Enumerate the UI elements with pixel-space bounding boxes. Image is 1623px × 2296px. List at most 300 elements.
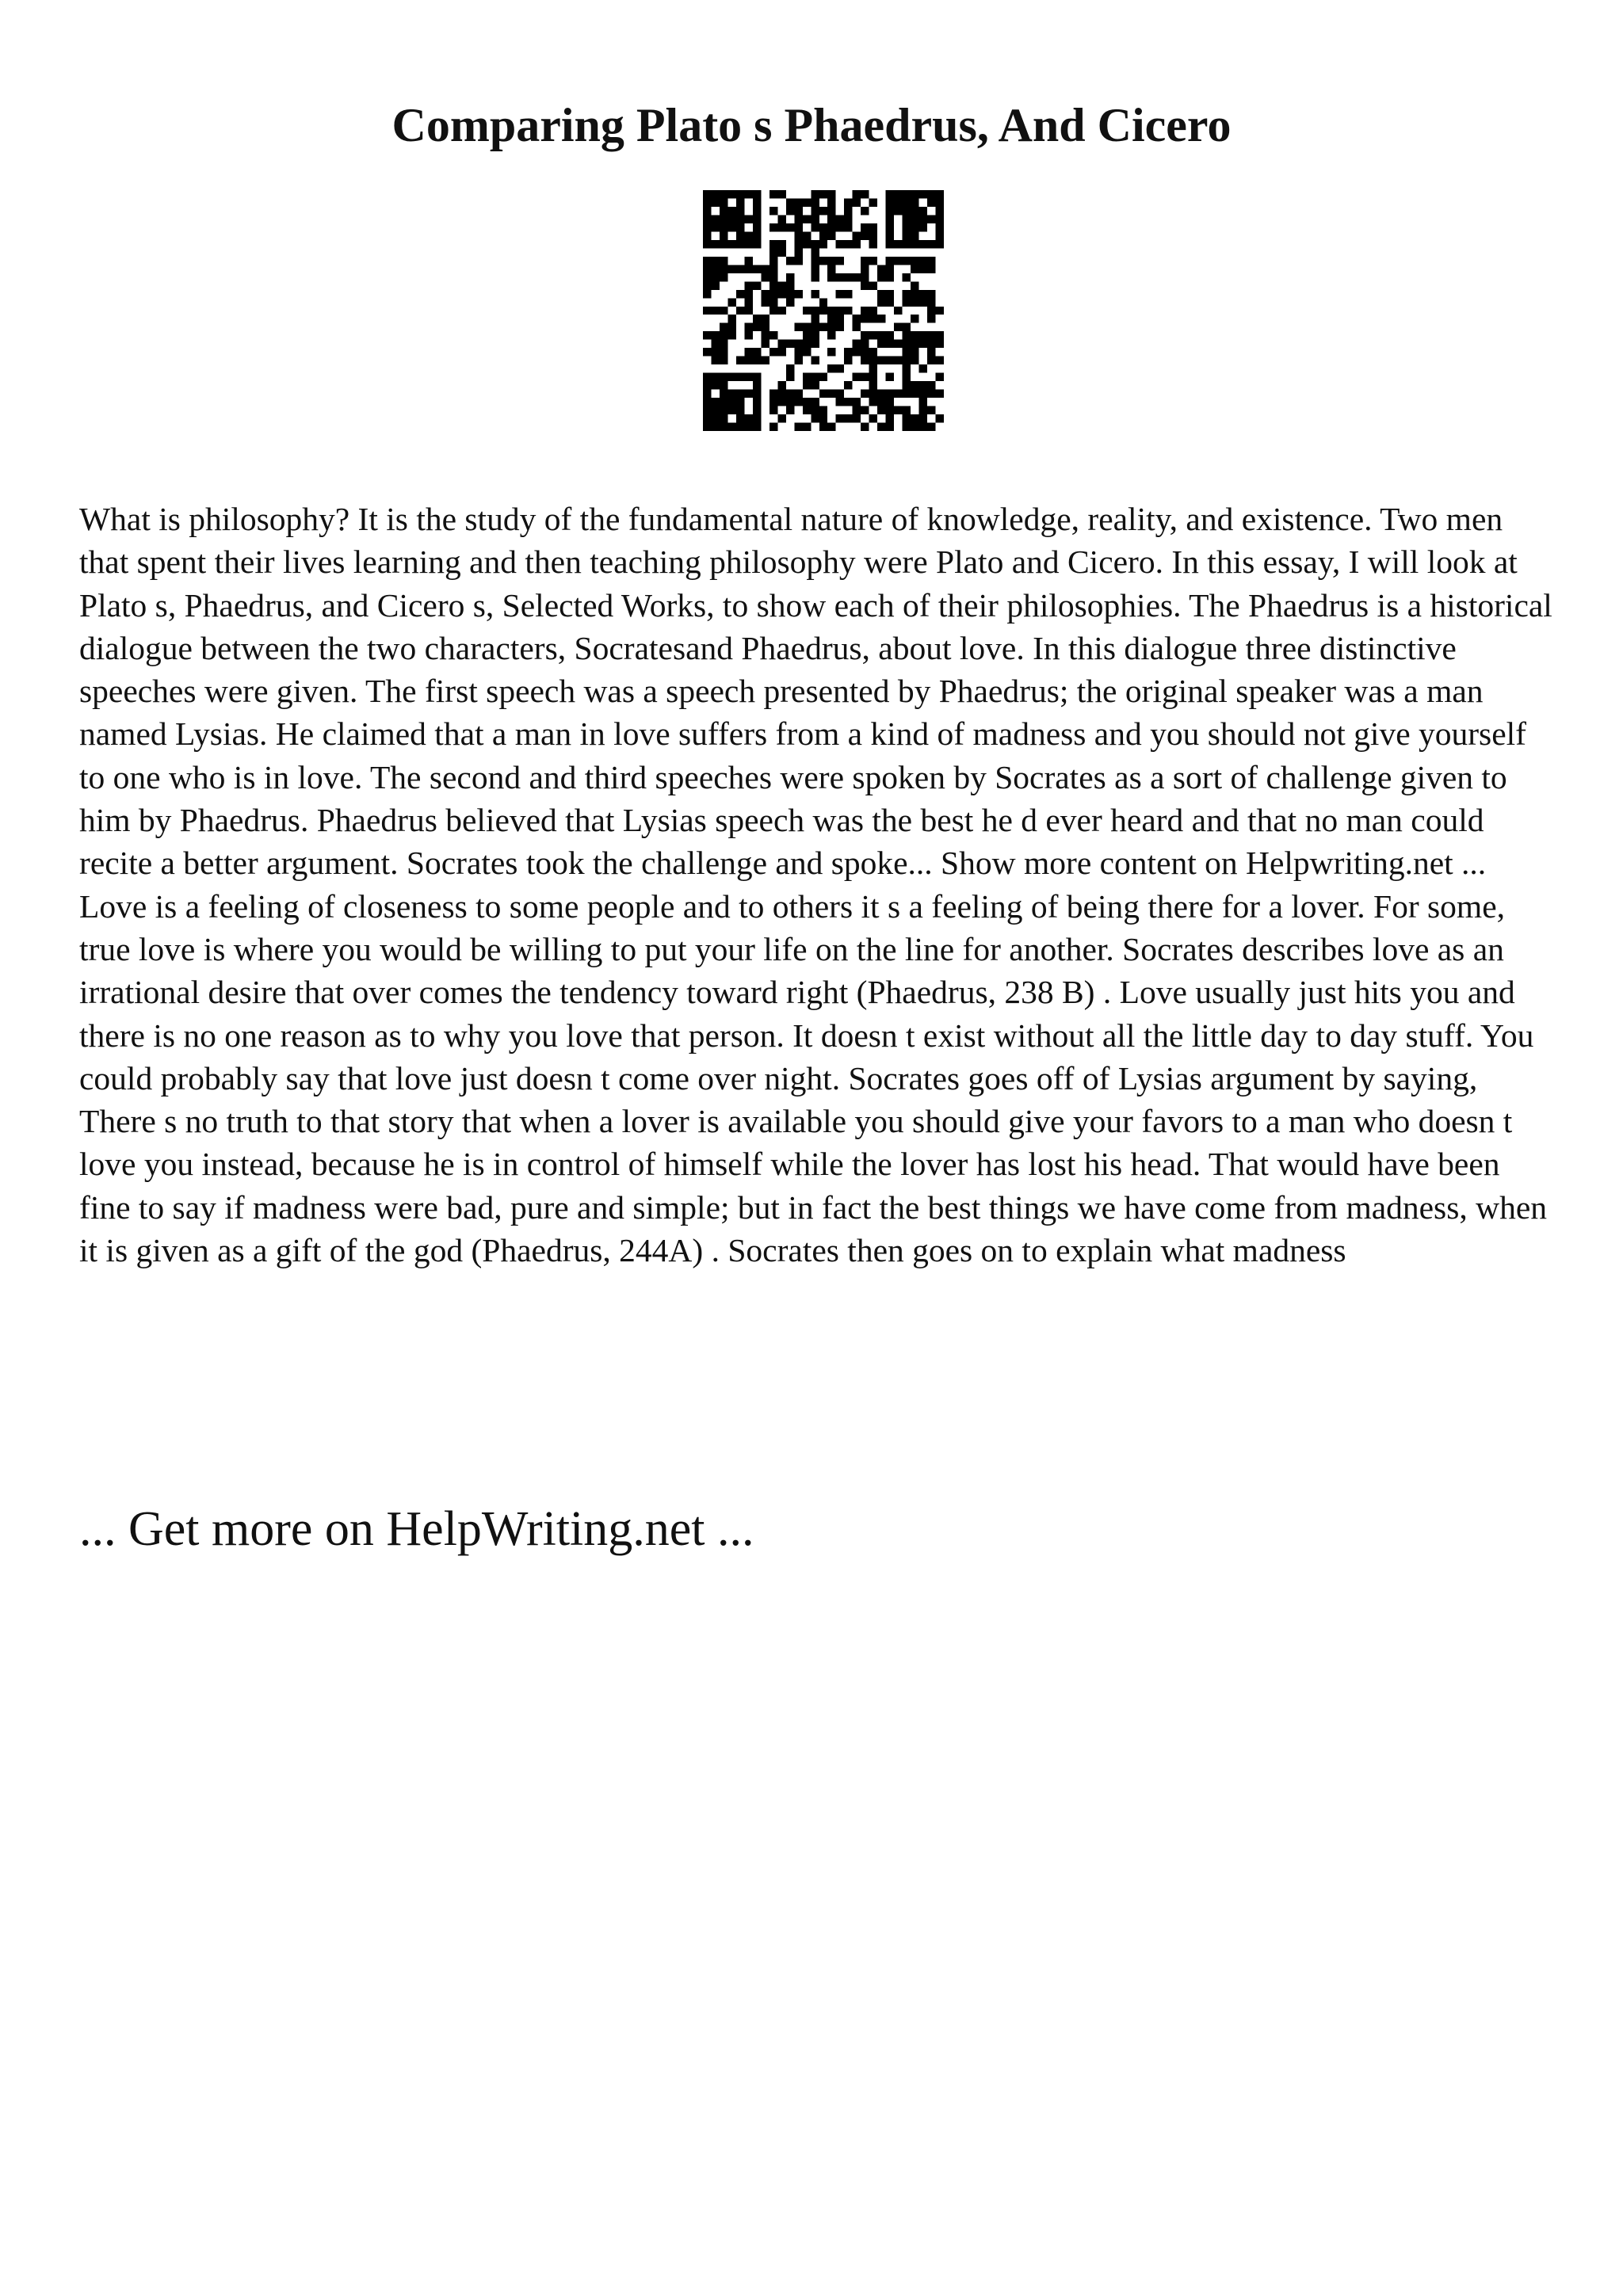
qr-module — [753, 423, 761, 431]
qr-module — [769, 423, 777, 431]
qr-module — [861, 331, 869, 339]
qr-module — [736, 357, 744, 364]
qr-module — [753, 198, 761, 206]
qr-module — [727, 207, 735, 215]
qr-module — [761, 331, 769, 339]
qr-module — [711, 307, 719, 315]
qr-module — [720, 373, 727, 381]
qr-module — [720, 257, 727, 265]
qr-module — [703, 398, 711, 406]
qr-module — [911, 414, 918, 422]
qr-module — [919, 390, 927, 398]
qr-module — [936, 190, 944, 198]
qr-module — [877, 298, 885, 306]
qr-module — [803, 373, 811, 381]
qr-module — [720, 331, 727, 339]
qr-module — [927, 381, 935, 389]
qr-module — [744, 423, 752, 431]
qr-module — [753, 398, 761, 406]
qr-module — [753, 315, 761, 322]
qr-module — [886, 215, 894, 223]
qr-module — [720, 198, 727, 206]
qr-module — [886, 223, 894, 231]
qr-module — [911, 381, 918, 389]
qr-module — [753, 240, 761, 248]
qr-module — [861, 223, 869, 231]
qr-module — [861, 207, 869, 215]
qr-module — [711, 348, 719, 356]
qr-module — [777, 190, 785, 198]
qr-module — [827, 231, 835, 239]
qr-module — [853, 198, 861, 206]
qr-module — [777, 398, 785, 406]
qr-module — [769, 406, 777, 414]
qr-module — [861, 273, 869, 281]
qr-module — [753, 231, 761, 239]
qr-module — [727, 215, 735, 223]
qr-module — [894, 390, 902, 398]
qr-module — [819, 231, 827, 239]
qr-module — [903, 207, 911, 215]
qr-module — [903, 364, 911, 372]
qr-module — [853, 414, 861, 422]
qr-module — [836, 240, 844, 248]
qr-module — [777, 414, 785, 422]
qr-module — [703, 290, 711, 298]
qr-module — [819, 323, 827, 331]
qr-module — [736, 390, 744, 398]
qr-module — [744, 281, 752, 289]
qr-module — [844, 414, 852, 422]
qr-module — [919, 414, 927, 422]
qr-module — [869, 414, 877, 422]
qr-module — [744, 307, 752, 315]
qr-module — [927, 190, 935, 198]
qr-module — [744, 414, 752, 422]
qr-module — [861, 190, 869, 198]
qr-module — [727, 223, 735, 231]
qr-module — [903, 198, 911, 206]
qr-module — [936, 357, 944, 364]
qr-module — [720, 423, 727, 431]
qr-module — [903, 414, 911, 422]
qr-module — [886, 406, 894, 414]
qr-module — [777, 340, 785, 348]
qr-module — [886, 298, 894, 306]
qr-module — [877, 331, 885, 339]
qr-module — [811, 207, 819, 215]
qr-module — [753, 406, 761, 414]
qr-module — [927, 215, 935, 223]
qr-module — [786, 290, 794, 298]
qr-module — [720, 223, 727, 231]
qr-module — [703, 231, 711, 239]
qr-module — [794, 223, 802, 231]
qr-module — [819, 298, 827, 306]
qr-module — [727, 315, 735, 322]
qr-module — [794, 423, 802, 431]
qr-module — [711, 265, 719, 273]
qr-module — [711, 357, 719, 364]
qr-module — [919, 257, 927, 265]
qr-module — [819, 406, 827, 414]
qr-module — [844, 348, 852, 356]
qr-module — [811, 273, 819, 281]
qr-module — [861, 307, 869, 315]
qr-module — [811, 290, 819, 298]
qr-module — [736, 414, 744, 422]
document-title: Comparing Plato s Phaedrus, And Cicero — [391, 99, 1232, 151]
qr-module — [936, 215, 944, 223]
qr-module — [711, 381, 719, 389]
qr-module — [736, 406, 744, 414]
qr-module — [853, 398, 861, 406]
qr-module — [703, 423, 711, 431]
qr-module — [794, 198, 802, 206]
qr-module — [811, 215, 819, 223]
qr-module — [711, 331, 719, 339]
qr-module — [794, 390, 802, 398]
qr-module — [761, 265, 769, 273]
qr-module — [744, 215, 752, 223]
qr-module — [919, 265, 927, 273]
qr-module — [903, 323, 911, 331]
qr-module — [827, 331, 835, 339]
qr-module — [827, 273, 835, 281]
qr-module — [911, 357, 918, 364]
qr-module — [853, 273, 861, 281]
qr-module — [827, 307, 835, 315]
qr-module — [794, 357, 802, 364]
qr-module — [936, 390, 944, 398]
qr-module — [727, 298, 735, 306]
qr-module — [769, 398, 777, 406]
qr-module — [703, 215, 711, 223]
qr-module — [877, 273, 885, 281]
qr-module — [927, 357, 935, 364]
qr-module — [753, 190, 761, 198]
qr-module — [861, 265, 869, 273]
qr-module — [777, 240, 785, 248]
qr-module — [703, 373, 711, 381]
qr-module — [861, 423, 869, 431]
qr-module — [744, 331, 752, 339]
qr-module — [869, 257, 877, 265]
qr-module — [911, 240, 918, 248]
qr-module — [811, 381, 819, 389]
qr-module — [777, 348, 785, 356]
qr-module — [711, 257, 719, 265]
qr-module — [927, 331, 935, 339]
qr-module — [736, 373, 744, 381]
qr-module — [720, 414, 727, 422]
qr-module — [836, 290, 844, 298]
qr-module — [777, 281, 785, 289]
qr-module — [811, 357, 819, 364]
qr-module — [844, 290, 852, 298]
qr-module — [794, 340, 802, 348]
qr-module — [869, 231, 877, 239]
qr-module — [819, 257, 827, 265]
qr-module — [794, 257, 802, 265]
qr-module — [811, 257, 819, 265]
qr-module — [911, 207, 918, 215]
qr-module — [736, 265, 744, 273]
qr-module — [761, 290, 769, 298]
qr-module — [744, 231, 752, 239]
qr-module — [936, 240, 944, 248]
qr-module — [903, 240, 911, 248]
qr-module — [819, 223, 827, 231]
qr-module — [903, 331, 911, 339]
qr-module — [761, 357, 769, 364]
qr-module — [753, 223, 761, 231]
qr-module — [911, 331, 918, 339]
qr-module — [711, 198, 719, 206]
qr-module — [736, 240, 744, 248]
qr-module — [761, 340, 769, 348]
qr-module — [794, 290, 802, 298]
qr-module — [786, 298, 794, 306]
qr-module — [753, 323, 761, 331]
qr-module — [927, 348, 935, 356]
qr-module — [877, 398, 885, 406]
qr-module — [827, 423, 835, 431]
qr-module — [727, 423, 735, 431]
qr-module — [836, 215, 844, 223]
qr-module — [886, 265, 894, 273]
qr-module — [703, 240, 711, 248]
qr-module — [886, 231, 894, 239]
qr-module — [819, 190, 827, 198]
qr-module — [877, 290, 885, 298]
qr-module — [853, 323, 861, 331]
qr-module — [819, 390, 827, 398]
qr-module — [753, 281, 761, 289]
qr-module — [769, 290, 777, 298]
qr-module — [786, 340, 794, 348]
qr-module — [736, 223, 744, 231]
qr-module — [869, 281, 877, 289]
qr-module — [703, 307, 711, 315]
qr-module — [827, 364, 835, 372]
qr-module — [794, 240, 802, 248]
qr-module — [836, 273, 844, 281]
qr-module — [827, 323, 835, 331]
qr-module — [853, 373, 861, 381]
qr-module — [903, 390, 911, 398]
qr-module — [903, 215, 911, 223]
qr-module — [844, 240, 852, 248]
qr-module — [886, 257, 894, 265]
qr-module — [886, 207, 894, 215]
qr-module — [919, 364, 927, 372]
qr-module — [744, 373, 752, 381]
qr-module — [803, 423, 811, 431]
qr-module — [927, 390, 935, 398]
qr-module — [803, 231, 811, 239]
qr-module — [711, 373, 719, 381]
qr-module — [769, 281, 777, 289]
qr-module — [861, 357, 869, 364]
qr-module — [877, 357, 885, 364]
qr-module — [744, 323, 752, 331]
qr-module — [769, 331, 777, 339]
qr-module — [711, 223, 719, 231]
qr-module — [853, 190, 861, 198]
qr-module — [727, 323, 735, 331]
qr-module — [927, 406, 935, 414]
qr-module — [811, 373, 819, 381]
qr-module — [786, 223, 794, 231]
qr-module — [753, 265, 761, 273]
qr-module — [853, 240, 861, 248]
qr-module — [886, 198, 894, 206]
qr-module — [919, 298, 927, 306]
qr-module — [861, 340, 869, 348]
qr-module — [769, 257, 777, 265]
qr-module — [827, 348, 835, 356]
qr-module — [727, 331, 735, 339]
qr-module — [869, 357, 877, 364]
qr-module — [786, 390, 794, 398]
qr-module — [919, 290, 927, 298]
qr-module — [911, 423, 918, 431]
qr-module — [803, 340, 811, 348]
qr-module — [853, 231, 861, 239]
qr-module — [711, 340, 719, 348]
qr-module — [827, 315, 835, 322]
qr-module — [869, 390, 877, 398]
qr-module — [769, 207, 777, 215]
qr-module — [703, 273, 711, 281]
qr-module — [861, 373, 869, 381]
qr-module — [720, 381, 727, 389]
qr-module — [911, 190, 918, 198]
qr-module — [886, 240, 894, 248]
qr-module — [877, 406, 885, 414]
qr-module — [769, 240, 777, 248]
qr-module — [886, 331, 894, 339]
qr-module — [903, 257, 911, 265]
qr-module — [819, 414, 827, 422]
qr-module — [703, 414, 711, 422]
qr-module — [803, 381, 811, 389]
qr-module — [844, 207, 852, 215]
essay-body — [79, 498, 1553, 1272]
qr-module — [919, 207, 927, 215]
qr-module — [777, 307, 785, 315]
qr-module — [811, 323, 819, 331]
qr-module — [827, 265, 835, 273]
qr-module — [844, 357, 852, 364]
qr-module — [803, 406, 811, 414]
qr-module — [727, 265, 735, 273]
qr-module — [844, 398, 852, 406]
qr-module — [720, 307, 727, 315]
qr-module — [894, 190, 902, 198]
qr-module — [803, 198, 811, 206]
qr-module — [703, 381, 711, 389]
qr-module — [936, 223, 944, 231]
qr-module — [720, 323, 727, 331]
qr-module — [861, 390, 869, 398]
qr-module — [811, 340, 819, 348]
qr-module — [869, 240, 877, 248]
qr-module — [703, 348, 711, 356]
qr-module — [777, 215, 785, 223]
qr-module — [903, 348, 911, 356]
qr-module — [794, 323, 802, 331]
qr-module — [811, 406, 819, 414]
qr-module — [919, 398, 927, 406]
qr-module — [736, 307, 744, 315]
qr-module — [794, 348, 802, 356]
qr-module — [753, 373, 761, 381]
qr-module — [819, 423, 827, 431]
qr-module — [711, 423, 719, 431]
qr-module — [869, 348, 877, 356]
qr-module — [720, 357, 727, 364]
qr-module — [853, 348, 861, 356]
qr-module — [894, 357, 902, 364]
essay-paragraph-1: What is philosophy? It is the study of the fundamental nature of knowledge, reality, and existence. Two men that spent their lives learning and then teaching philosophy were Plato and Cicero. In this essay, I will look at Plato s, Phaedrus, and Cicero s, Selected Works, to show each of their philosophies. The Phaedrus is a historical dialogue between the two characters, Socratesand Phaedrus, about love. In this dialogue three distinctive speeches were given. The first speech was a speech presented by Phaedrus; the original speaker was a man named Lysias. He claimed that a man in love suffers from a kind of madness and you should not give yourself to one who is in love. The second and third speeches were spoken by Socrates as a sort of challenge given to him by Phaedrus. Phaedrus believed that Lysias speech was the best he d ever heard and that no man could recite a better argument. Socrates took the challenge and spoke... Show more content on Helpwriting.net ... — [79, 501, 1552, 882]
qr-module — [927, 298, 935, 306]
qr-module — [903, 298, 911, 306]
qr-module — [736, 215, 744, 223]
qr-module — [936, 331, 944, 339]
qr-module — [903, 340, 911, 348]
qr-module — [777, 381, 785, 389]
qr-module — [903, 190, 911, 198]
qr-module — [786, 198, 794, 206]
qr-module — [927, 198, 935, 206]
qr-module — [744, 357, 752, 364]
qr-module — [927, 340, 935, 348]
qr-module — [703, 223, 711, 231]
qr-module — [919, 240, 927, 248]
qr-module — [794, 398, 802, 406]
qr-module — [919, 190, 927, 198]
qr-module — [703, 281, 711, 289]
qr-module — [744, 348, 752, 356]
qr-module — [844, 381, 852, 389]
qr-module — [877, 390, 885, 398]
qr-module — [786, 406, 794, 414]
qr-module — [927, 315, 935, 322]
qr-module — [836, 364, 844, 372]
qr-module — [786, 257, 794, 265]
qr-module — [744, 257, 752, 265]
qr-module — [936, 414, 944, 422]
get-more-link[interactable]: ... Get more on HelpWriting.net ... — [79, 1502, 754, 1556]
qr-module — [869, 198, 877, 206]
qr-module — [844, 307, 852, 315]
qr-module — [794, 231, 802, 239]
qr-module — [903, 381, 911, 389]
qr-module — [819, 307, 827, 315]
qr-module — [786, 207, 794, 215]
qr-module — [720, 390, 727, 398]
qr-module — [753, 348, 761, 356]
qr-module — [786, 273, 794, 281]
qr-module — [827, 215, 835, 223]
qr-module — [886, 373, 894, 381]
qr-module — [777, 290, 785, 298]
qr-module — [927, 240, 935, 248]
qr-module — [877, 423, 885, 431]
qr-module — [786, 281, 794, 289]
